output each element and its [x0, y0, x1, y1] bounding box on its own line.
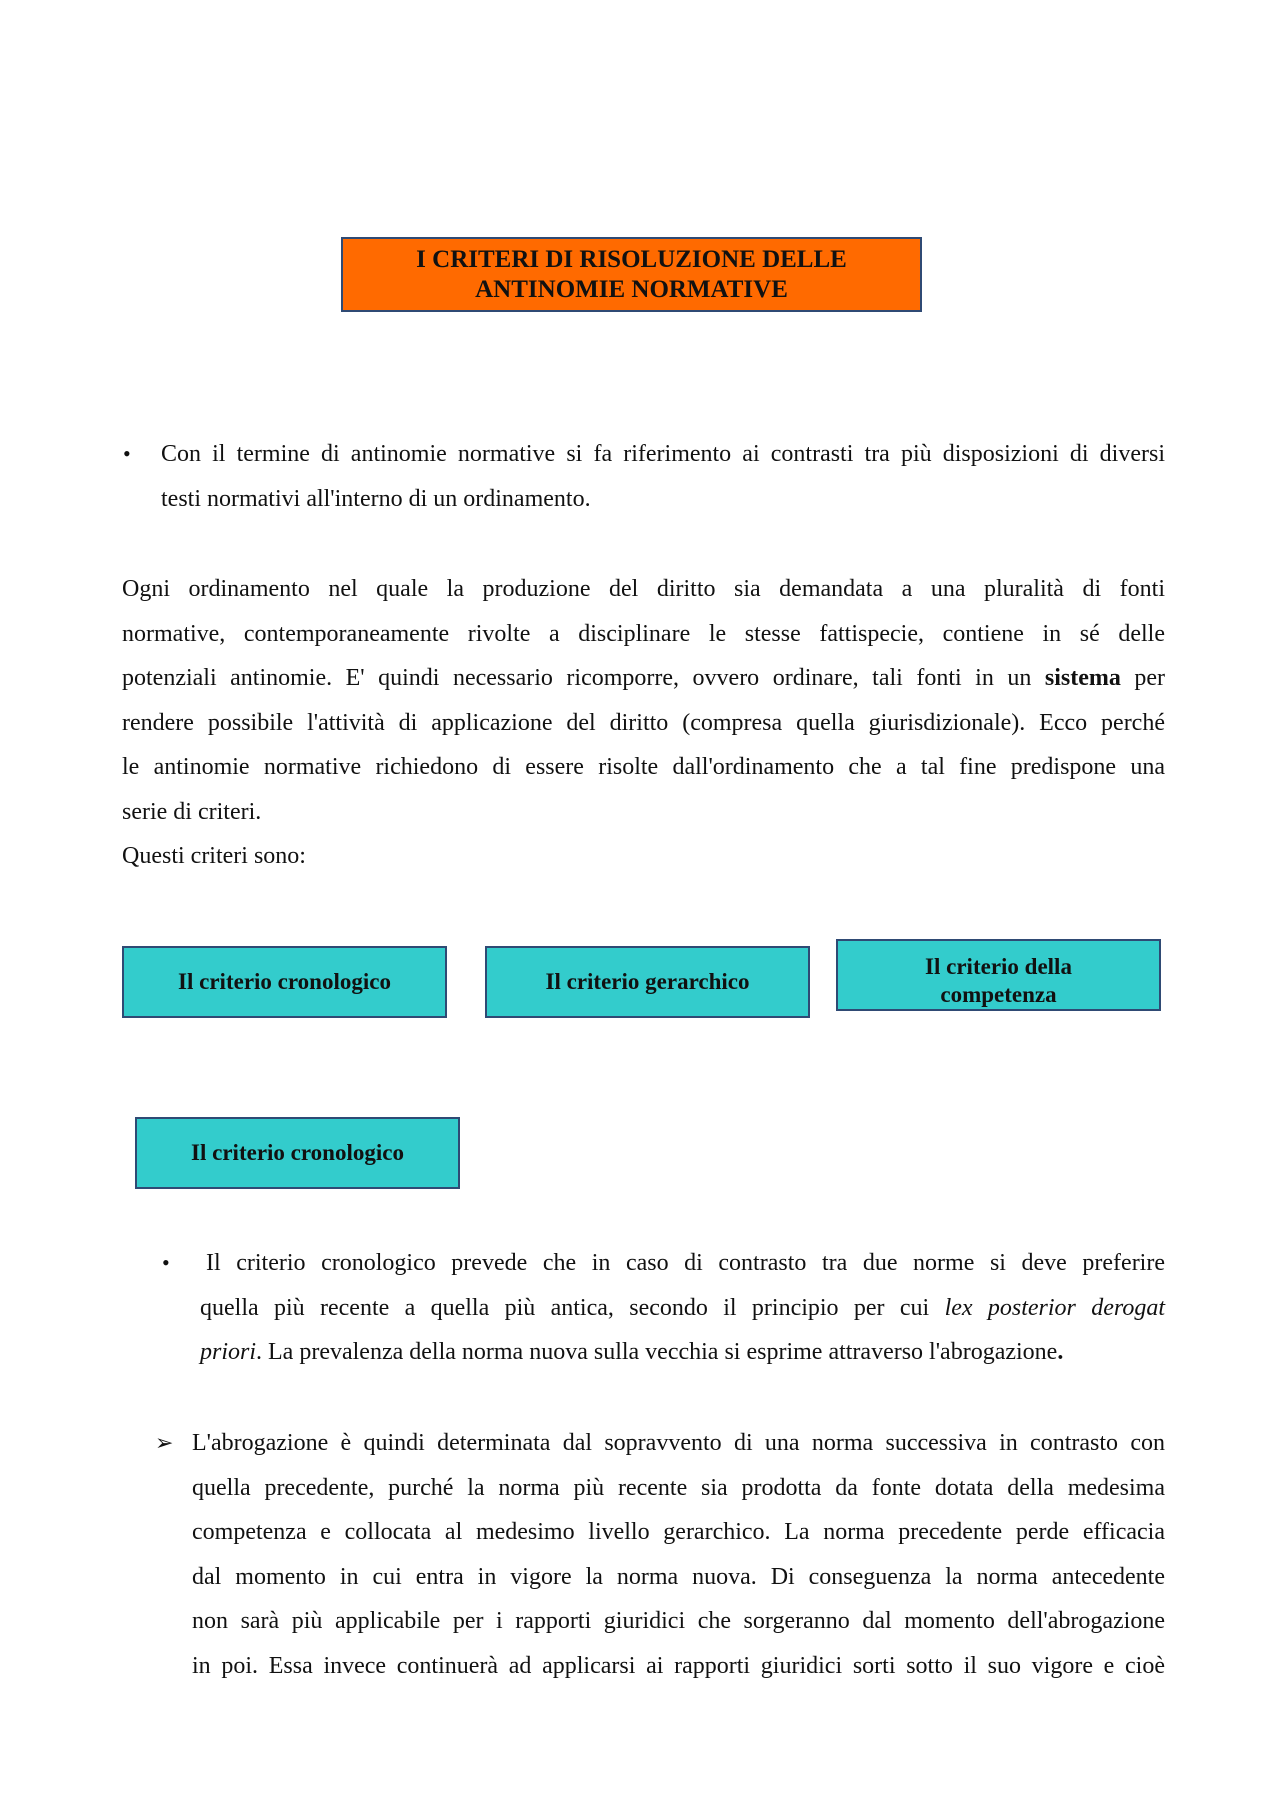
text-line	[200, 1286, 1165, 1331]
text-line: quella precedente, purché la norma più recente sia prodotta da fonte dotata della medesima	[192, 1474, 1165, 1501]
intro-bullet-text	[161, 432, 1165, 521]
latin-phrase: priori	[200, 1339, 257, 1365]
text-line: competenza e collocata al medesimo livello gerarchico. La norma precedente perde efficacia	[192, 1519, 1165, 1545]
criterion-box-competence	[836, 939, 1161, 1011]
title-line-2: ANTINOMIE NORMATIVE	[475, 275, 788, 303]
text-span: per	[1134, 665, 1166, 691]
text-line	[122, 656, 1165, 701]
page-title	[341, 237, 922, 312]
text-line: Con il termine di antinomie normative si fa riferimento ai contrasti tra più disposizioni di diversi	[161, 441, 1165, 467]
criterion-label: Il criterio della competenza	[925, 954, 1072, 1007]
text-span: . La prevalenza della norma nuova sulla vecchia si esprime attraverso l'abrogazione	[256, 1339, 1058, 1365]
criterion-box-chronological	[122, 946, 447, 1018]
text-line: normative, contemporaneamente rivolte a disciplinare le stesse fattispecie, contiene in sé delle	[122, 620, 1165, 647]
bullet-icon: •	[162, 1250, 170, 1275]
text-span: quella più recente a quella più antica, secondo il principio per cui	[200, 1294, 930, 1321]
bullet-icon: •	[123, 441, 131, 466]
text-line: in poi. Essa invece continuerà ad applicarsi ai rapporti giuridici sorti sotto il suo vigore e cioè	[192, 1652, 1165, 1679]
text-line: testi normativi all'interno di un ordinamento.	[161, 485, 591, 512]
latin-phrase: lex posterior derogat	[944, 1294, 1165, 1321]
title-line-1: I CRITERI DI RISOLUZIONE DELLE	[416, 245, 847, 273]
bold-term: sistema	[1044, 665, 1121, 691]
text-line: serie di criteri.	[122, 798, 262, 825]
section-heading-label: Il criterio cronologico	[191, 1140, 404, 1165]
arrow-bullet-icon: ➢	[155, 1430, 174, 1455]
text-span: potenziali antinomie. E' quindi necessario ricomporre, ovvero ordinare, tali fonti in un	[122, 665, 1032, 691]
text-line: non sarà più applicabile per i rapporti giuridici che sorgeranno dal momento dell'abrogazione	[192, 1608, 1165, 1634]
text-line: rendere possibile l'attività di applicazione del diritto (compresa quella giurisdizionale). Ecco perché	[122, 709, 1165, 736]
text-line: Il criterio cronologico prevede che in caso di contrasto tra due norme si deve preferire	[206, 1250, 1165, 1276]
criterion-label: Il criterio cronologico	[178, 969, 391, 994]
bold-period: .	[1057, 1339, 1064, 1365]
section-heading-chronological	[135, 1117, 460, 1189]
text-line	[200, 1330, 1165, 1375]
criterion-label: Il criterio gerarchico	[545, 969, 750, 994]
text-line: dal momento in cui entra in vigore la norma nuova. Di conseguenza la norma antecedente	[192, 1563, 1165, 1590]
chrono-bullet-text	[200, 1241, 1165, 1375]
text-line: L'abrogazione è quindi determinata dal sopravvento di una norma successiva in contrasto con	[192, 1430, 1165, 1456]
text-line: Questi criteri sono:	[122, 843, 306, 869]
arrow-item-text	[192, 1421, 1165, 1688]
text-line: Ogni ordinamento nel quale la produzione del diritto sia demandata a una pluralità di fonti	[122, 576, 1165, 602]
text-line: le antinomie normative richiedono di essere risolte dall'ordinamento che a tal fine predispone una	[122, 754, 1165, 780]
criterion-box-hierarchical	[485, 946, 810, 1018]
body-paragraph	[122, 567, 1165, 879]
